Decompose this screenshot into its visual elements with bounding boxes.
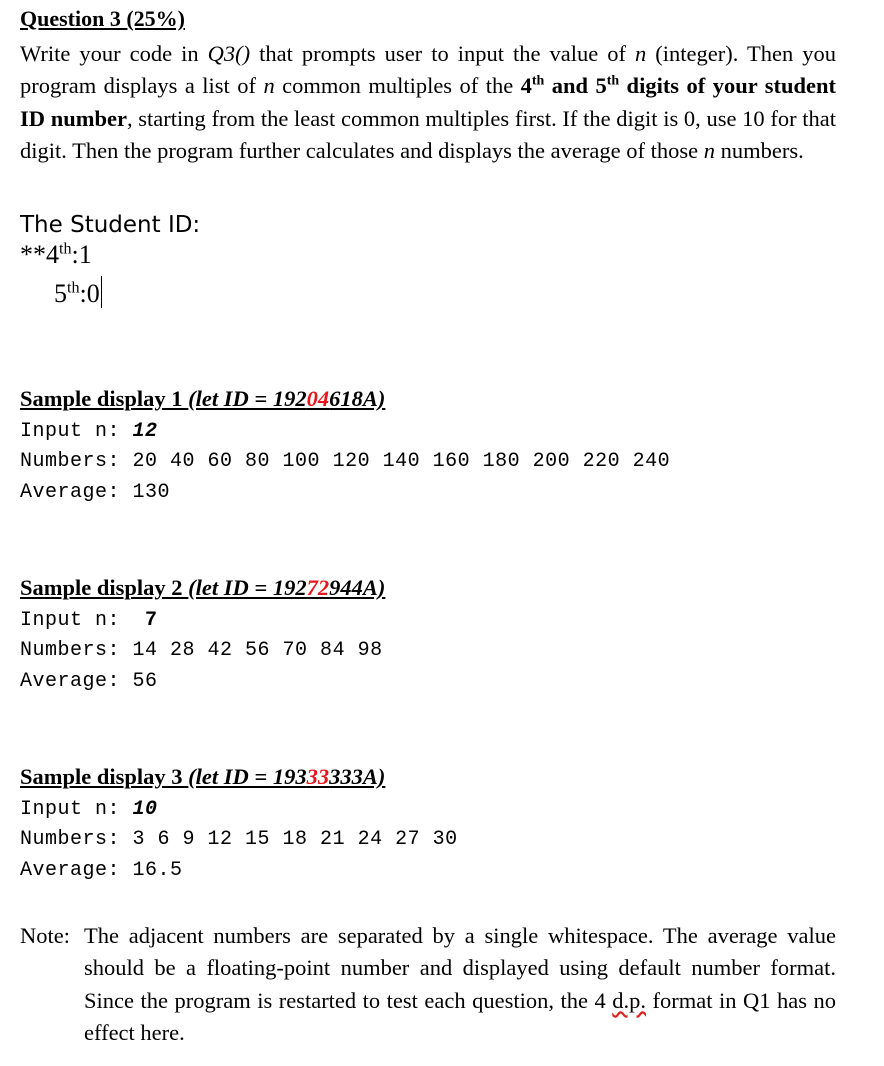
text-run: 4 (520, 73, 532, 99)
average-value: 130 (132, 481, 171, 504)
sample-3-heading (20, 764, 385, 790)
average-value: 16.5 (132, 859, 183, 882)
text-run: (let ID = 192 (188, 575, 307, 600)
input-value: 7 (145, 609, 158, 632)
sample-3-numbers-line (20, 828, 458, 851)
sample-1-average-line (20, 481, 170, 504)
function-name: Q3() (207, 41, 251, 66)
sample-3-average-line (20, 859, 183, 882)
text-run: Numbers: (20, 450, 133, 473)
variable-n: n (703, 138, 715, 164)
highlighted-digits: 04 (306, 386, 330, 411)
average-value: 56 (132, 670, 158, 693)
text-run: common multiples of the (274, 73, 521, 99)
superscript: th (606, 74, 620, 90)
numbers-list: 20 40 60 80 100 120 140 160 180 200 220 240 (132, 450, 671, 473)
question-paragraph (20, 38, 836, 168)
text-run: , starting from the least common multiples first. If the digit is 0, use 10 for that digit. Then the program further calculates and displays the average of those (20, 105, 836, 164)
text-run: digits of your student ID number (20, 73, 837, 131)
text-run: that prompts user to input the value of (250, 41, 636, 66)
highlighted-digits: 33 (306, 764, 330, 789)
text-run: The adjacent numbers are separated by a single whitespace. The average value should be a floating-point number and displayed using default number format. Since the program is restarted to test each question, the 4 (84, 923, 836, 1013)
text-run: **4 (20, 240, 59, 269)
text-run: 618A) (329, 386, 386, 411)
sample-1-heading (20, 386, 385, 412)
text-run: Input n: (20, 420, 133, 443)
text-run: Write your code in (20, 41, 208, 66)
note-body (84, 920, 836, 1050)
sample-3-input-line (20, 798, 158, 821)
text-run: Input n: (20, 609, 146, 632)
text-run: Input n: (20, 798, 133, 821)
sample-label: Sample display 2 (20, 575, 189, 600)
text-run: (integer). Then you program displays a list of (20, 41, 837, 99)
sample-1-numbers-line (20, 450, 670, 473)
text-run: Numbers: (20, 639, 133, 662)
sample-1-input-line (20, 420, 158, 443)
student-id-5th-digit[interactable] (54, 276, 102, 309)
numbers-list: 14 28 42 56 70 84 98 (132, 639, 383, 662)
text-run: Numbers: (20, 828, 133, 851)
input-value: 12 (132, 420, 158, 443)
text-run: format in Q1 has no effect here. (84, 987, 836, 1046)
text-run: Average: (20, 859, 133, 882)
text-run: 333A) (329, 764, 386, 789)
variable-n: n (263, 73, 275, 99)
question-title: Question 3 (25%) (20, 6, 185, 31)
sample-2-heading (20, 575, 385, 601)
text-run: Average: (20, 670, 133, 693)
text-run: (let ID = 193 (188, 764, 307, 789)
text-run: 944A) (329, 575, 386, 600)
sample-2-average-line (20, 670, 158, 693)
digit-value: :1 (71, 240, 92, 269)
superscript: th (59, 240, 72, 258)
numbers-list: 3 6 9 12 15 18 21 24 27 30 (132, 828, 458, 851)
digit-value: :0 (79, 279, 100, 308)
text-run: (let ID = 192 (188, 386, 307, 411)
student-id-label: The Student ID: (20, 212, 201, 238)
note-lead: Note: (20, 923, 70, 948)
highlighted-digits: 72 (306, 575, 330, 600)
spellcheck-flagged-word: d.p. (612, 987, 647, 1013)
student-id-4th-digit (20, 240, 92, 270)
text-run: 5 (54, 279, 67, 308)
sample-label: Sample display 3 (20, 764, 189, 789)
text-run: and 5 (544, 73, 607, 99)
input-value: 10 (132, 798, 158, 821)
superscript: th (531, 74, 545, 90)
sample-label: Sample display 1 (20, 386, 189, 411)
text-run: Average: (20, 481, 133, 504)
sample-2-input-line (20, 609, 158, 632)
variable-n: n (635, 41, 647, 66)
text-run: numbers. (714, 138, 804, 164)
superscript: th (67, 279, 80, 297)
text-cursor (101, 276, 102, 308)
sample-2-numbers-line (20, 639, 383, 662)
